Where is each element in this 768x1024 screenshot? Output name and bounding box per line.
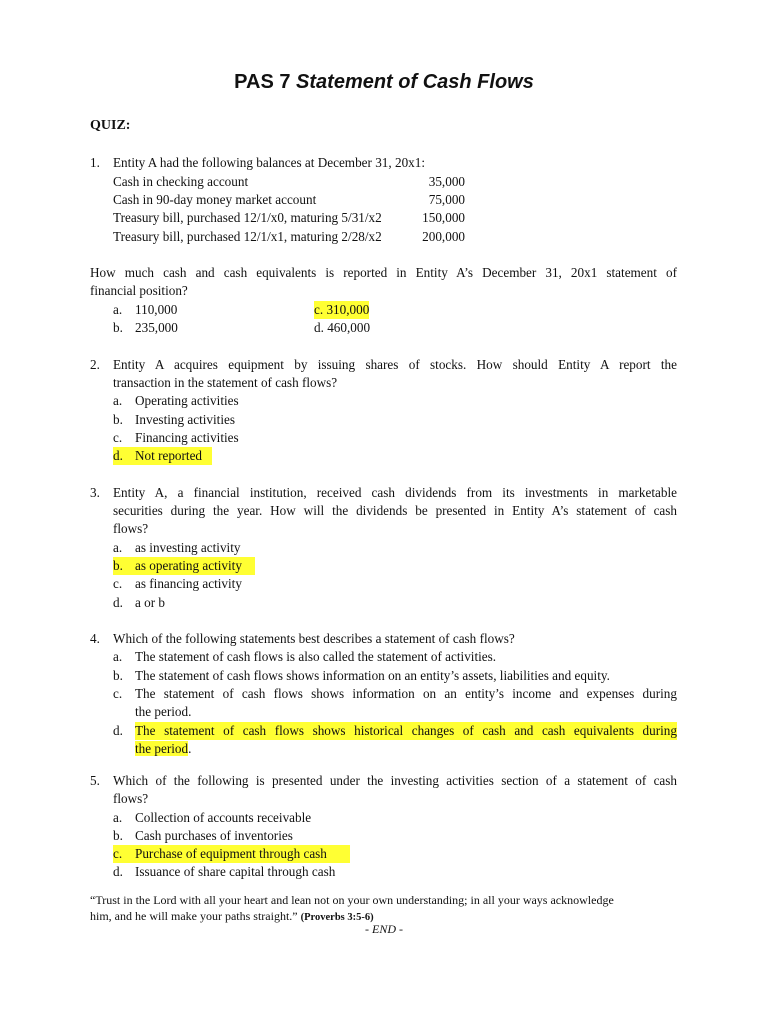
q5-option-letter: a. bbox=[113, 810, 123, 825]
q1-question-line: financial position? bbox=[90, 283, 188, 298]
q4-option-letter: a. bbox=[113, 649, 123, 664]
q4-option-text: The statement of cash flows shows information on an entity’s income and expenses during bbox=[135, 686, 677, 701]
q4-stem: Which of the following statements best describes a statement of cash flows? bbox=[113, 631, 515, 646]
q2-option-letter: c. bbox=[113, 430, 123, 445]
q3-option-letter: b. bbox=[113, 558, 123, 573]
q1-stem: Entity A had the following balances at December 31, 20x1: bbox=[113, 155, 426, 170]
q3-stem-line: flows? bbox=[113, 521, 149, 536]
q4-answer-highlight: The statement of cash flows shows historical changes of cash and cash equivalents during bbox=[135, 722, 677, 740]
q2-option-letter: d. bbox=[113, 448, 123, 463]
q1-row-label: Cash in 90-day money market account bbox=[113, 192, 317, 207]
q3-option-text: as financing activity bbox=[135, 576, 242, 591]
q1-row-amount: 150,000 bbox=[422, 210, 465, 225]
page-title bbox=[0, 71, 768, 94]
document-page: PAS 7 Statement of Cash Flows QUIZ: 1. Entity A had the following balances at December 31, 20x1: Cash in checking account 35,000 Cash in 90-day money market account 75,000 Treasury bill, purchased 12/1/x0, maturing 5/31/x2 150,000 Treasury bill, purchased 12/1/x1, maturing 2/28/x2 200,000 How much cash and cash equivalents is reported in Entity A’s December 31, 20x1 statement of financial position? a. 110,000 b. 235,000 c. 310,000 d. 460,000 2. Entity A acquires equipment by issuing shares of stocks. How should Entity A report the transaction in the statement of cash flows? a. Operating activities b. Investing activities c. Financing activities d. Not reported 3. Entity A, a financial institution, received cash dividends from its investments in marketable securities during the year. How will the dividends be presented in Entity A’s statement of cash flows? a. as investing activity b. as operating activity c. as financing activity d. a or b 4. Which of the following statements best describes a statement of cash flows? a. The statement of cash flows is also called the statement of activities. b. The statement of cash flows shows information on an entity’s assets, liabilities and equity. c. The statement of cash flows shows information on an entity’s income and expenses during the period. d. The statement of cash flows shows historical changes of cash and cash equivalents during the period. 5. Which of the following is presented under the investing activities section of a statement of cash flows? a. Collection of accounts receivable b. Cash purchases of inventories c. Purchase of equipment through cash d. Issuance of share capital through cash “Trust in the Lord with all your heart and lean not on your own understanding; in all your ways acknowledge him, and he will make your paths straight.” (Proverbs 3:5-6) - END - bbox=[0, 0, 768, 1024]
q1-row-label: Treasury bill, purchased 12/1/x0, maturing 5/31/x2 bbox=[113, 210, 382, 225]
q1-option-letter: c. bbox=[314, 302, 324, 317]
q3-stem-line: securities during the year. How will the dividends be presented in Entity A’s statement of cash bbox=[113, 503, 677, 518]
q4-option-text: The statement of cash flows shows information on an entity’s assets, liabilities and equity. bbox=[135, 668, 610, 683]
bible-quote bbox=[90, 892, 680, 926]
quiz-label: QUIZ: bbox=[90, 118, 131, 133]
quote-line: “Trust in the Lord with all your heart and lean not on your own understanding; in all your ways acknowledge bbox=[90, 893, 614, 907]
q2-option-text: Investing activities bbox=[135, 412, 235, 427]
quote-reference: (Proverbs 3:5-6) bbox=[300, 912, 374, 923]
q2-number: 2. bbox=[90, 357, 100, 372]
q3-option-letter: c. bbox=[113, 576, 123, 591]
q2-option-letter: a. bbox=[113, 393, 123, 408]
end-marker: - END - bbox=[365, 922, 403, 936]
q5-option-text: Purchase of equipment through cash bbox=[135, 846, 327, 861]
q5-stem-line: Which of the following is presented under the investing activities section of a statement of cash bbox=[113, 773, 677, 788]
q2-option-text: Not reported bbox=[135, 448, 203, 463]
q5-option-text: Issuance of share capital through cash bbox=[135, 864, 336, 879]
q1-row-amount: 35,000 bbox=[428, 174, 465, 189]
q1-answer-highlight bbox=[314, 301, 369, 319]
q2-stem-line: transaction in the statement of cash flows? bbox=[113, 375, 338, 390]
q1-row-amount: 200,000 bbox=[422, 229, 465, 244]
q1-number: 1. bbox=[90, 155, 100, 170]
q1-option-letter: a. bbox=[113, 302, 123, 317]
title-main: PAS 7 bbox=[234, 71, 291, 93]
q4-option-letter: c. bbox=[113, 686, 123, 701]
q3-option-text: as investing activity bbox=[135, 540, 241, 555]
q4-option-letter: b. bbox=[113, 668, 123, 683]
q1-option-text: 310,000 bbox=[326, 302, 370, 317]
q2-answer-highlight bbox=[113, 447, 212, 465]
q1-question-line: How much cash and cash equivalents is reported in Entity A’s December 31, 20x1 statement of bbox=[90, 265, 677, 280]
quote-line: him, and he will make your paths straight.” bbox=[90, 909, 298, 923]
q4-number: 4. bbox=[90, 631, 100, 646]
q3-option-letter: d. bbox=[113, 595, 123, 610]
q3-option-text: as operating activity bbox=[135, 558, 242, 573]
q5-option-letter: c. bbox=[113, 846, 123, 861]
q2-option-text: Financing activities bbox=[135, 430, 239, 445]
q1-option-text: 460,000 bbox=[327, 320, 371, 335]
q5-stem-line: flows? bbox=[113, 791, 149, 806]
q1-option-text: 235,000 bbox=[135, 320, 178, 335]
q2-option-text: Operating activities bbox=[135, 393, 239, 408]
q3-option-text: a or b bbox=[135, 595, 166, 610]
q3-stem-line: Entity A, a financial institution, received cash dividends from its investments in marketable bbox=[113, 485, 677, 500]
q5-option-letter: d. bbox=[113, 864, 123, 879]
q1-option-letter: d. bbox=[314, 320, 324, 335]
q4-answer-highlight: the period bbox=[135, 741, 189, 756]
q1-row-amount: 75,000 bbox=[428, 192, 465, 207]
q1-option-letter: b. bbox=[113, 320, 123, 335]
q5-option-text: Collection of accounts receivable bbox=[135, 810, 312, 825]
q2-stem-line: Entity A acquires equipment by issuing shares of stocks. How should Entity A report the bbox=[113, 357, 677, 372]
q4-option-text: The statement of cash flows is also called the statement of activities. bbox=[135, 649, 497, 664]
q5-option-letter: b. bbox=[113, 828, 123, 843]
q3-answer-highlight bbox=[113, 557, 255, 575]
q5-number: 5. bbox=[90, 773, 100, 788]
q3-number: 3. bbox=[90, 485, 100, 500]
q1-row-label: Cash in checking account bbox=[113, 174, 249, 189]
q1-row-label: Treasury bill, purchased 12/1/x1, maturing 2/28/x2 bbox=[113, 229, 382, 244]
q3-option-letter: a. bbox=[113, 540, 123, 555]
q5-answer-highlight bbox=[113, 845, 350, 863]
q1-option-text: 110,000 bbox=[135, 302, 178, 317]
q5-option-text: Cash purchases of inventories bbox=[135, 828, 293, 843]
q4-option-letter: d. bbox=[113, 723, 123, 738]
q4-option-text: the period. bbox=[135, 704, 192, 719]
q2-option-letter: b. bbox=[113, 412, 123, 427]
title-italic: Statement of Cash Flows bbox=[296, 71, 534, 93]
